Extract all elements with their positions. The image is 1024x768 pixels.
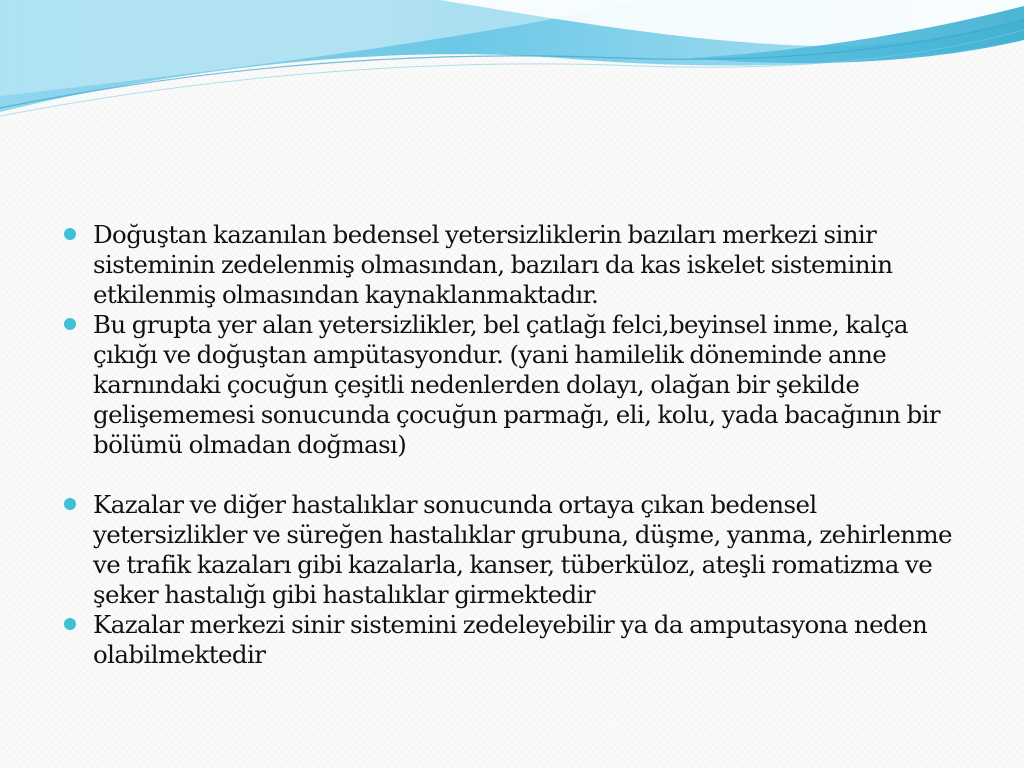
header-wave-decoration: [0, 0, 1024, 130]
bullet-text: Kazalar merkezi sinir sistemini zedeleyebilir ya da amputasyona neden olabilmektedir: [93, 610, 928, 669]
bullet-dot-icon: [64, 318, 76, 330]
bullet-dot-icon: [64, 228, 76, 240]
bullet-text: Kazalar ve diğer hastalıklar sonucunda ortaya çıkan bedensel yetersizlikler ve süreğen hastalıklar grubuna, düşme, yanma, zehirlenme ve trafik kazaları gibi kazalarla, kanser, tüberküloz, ateşli romatizma ve şeker hastalığı gibi hastalıklar girmektedir: [93, 490, 952, 609]
bullet-dot-icon: [64, 618, 76, 630]
bullet-text: Doğuştan kazanılan bedensel yetersizliklerin bazıları merkezi sinir sisteminin zedelenmiş olmasından, bazıları da kas iskelet sisteminin etkilenmiş olmasından kaynaklanmaktadır.: [93, 220, 893, 309]
bullet-dot-icon: [64, 498, 76, 510]
bullet-item: [60, 220, 960, 310]
bullet-item: [60, 310, 960, 460]
bullet-item: [60, 610, 960, 670]
bullet-item: [60, 490, 960, 610]
bullet-list: [60, 220, 960, 670]
bullet-text: Bu grupta yer alan yetersizlikler, bel çatlağı felci,beyinsel inme, kalça çıkığı ve doğuştan ampütasyondur. (yani hamilelik döneminde anne karnındaki çocuğun çeşitli nedenlerden dolayı, olağan bir şekilde gelişememesi sonucunda çocuğun parmağı, eli, kolu, yada bacağının bir bölümü olmadan doğması): [93, 310, 940, 459]
